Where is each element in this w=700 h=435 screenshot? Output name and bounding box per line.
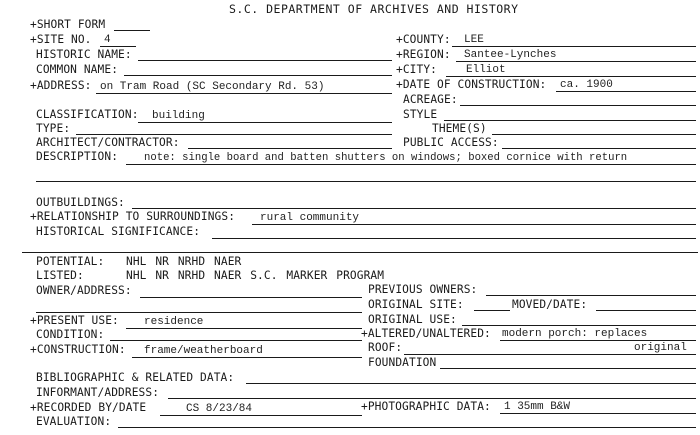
region-line bbox=[456, 61, 696, 62]
bibliographic-line bbox=[246, 383, 696, 384]
photographic-data-line bbox=[500, 413, 696, 414]
description-label: DESCRIPTION: bbox=[36, 150, 119, 163]
owner-address-label: OWNER/ADDRESS: bbox=[36, 284, 132, 297]
county-label: +COUNTY: bbox=[396, 33, 451, 46]
roof-value: original bbox=[634, 342, 687, 354]
historic-name-line bbox=[138, 60, 392, 61]
section-divider bbox=[22, 252, 698, 253]
relationship-value: rural community bbox=[260, 212, 360, 224]
present-use-line bbox=[126, 328, 362, 329]
relationship-label: +RELATIONSHIP TO SURROUNDINGS: bbox=[30, 210, 236, 223]
previous-owners-line bbox=[486, 295, 696, 296]
region-value: Santee-Lynches bbox=[464, 49, 557, 61]
owner-address-line bbox=[140, 297, 362, 298]
short-form-line bbox=[114, 30, 150, 31]
description-value: note: single board and batten shutters on windows; boxed cornice with return bbox=[144, 152, 628, 164]
type-line bbox=[76, 134, 392, 135]
construction-value: frame/weatherboard bbox=[144, 345, 263, 357]
potential-options: NHL NR NRHD NAER bbox=[126, 255, 242, 268]
county-value: LEE bbox=[464, 34, 484, 46]
city-line bbox=[446, 76, 696, 77]
acreage-line bbox=[460, 105, 696, 106]
recorded-by-line bbox=[160, 415, 362, 416]
description-line bbox=[126, 164, 696, 165]
bibliographic-label: BIBLIOGRAPHIC & RELATED DATA: bbox=[36, 371, 235, 384]
altered-unaltered-label: +ALTERED/UNALTERED: bbox=[361, 327, 491, 340]
architect-line bbox=[188, 148, 392, 149]
date-of-construction-value: ca. 1900 bbox=[560, 79, 613, 91]
date-of-construction-line bbox=[556, 91, 696, 92]
theme-label: THEME(S) bbox=[432, 122, 487, 135]
outbuildings-line bbox=[132, 208, 696, 209]
listed-label: LISTED: bbox=[36, 269, 84, 282]
city-label: +CITY: bbox=[396, 63, 438, 76]
altered-unaltered-value: modern porch: replaces bbox=[502, 328, 648, 340]
historic-name-label: HISTORIC NAME: bbox=[36, 48, 132, 61]
style-label: STYLE bbox=[403, 108, 438, 121]
theme-line bbox=[492, 134, 696, 135]
classification-line bbox=[138, 122, 392, 123]
address-value: on Tram Road (SC Secondary Rd. 53) bbox=[100, 81, 325, 93]
county-line bbox=[452, 46, 696, 47]
form-title: S.C. DEPARTMENT OF ARCHIVES AND HISTORY bbox=[229, 2, 519, 16]
historical-significance-label: HISTORICAL SIGNIFICANCE: bbox=[36, 225, 201, 238]
altered-unaltered-line bbox=[500, 340, 696, 341]
acreage-label: ACREAGE: bbox=[403, 93, 458, 106]
short-form-label: +SHORT FORM bbox=[30, 18, 106, 31]
construction-line bbox=[132, 357, 362, 358]
address-line bbox=[96, 93, 392, 94]
foundation-line bbox=[440, 368, 696, 369]
photographic-data-value: 1 35mm B&W bbox=[504, 401, 571, 413]
informant-address-label: INFORMANT/ADDRESS: bbox=[36, 386, 160, 399]
public-access-line bbox=[502, 148, 696, 149]
recorded-by-value: CS 8/23/84 bbox=[186, 403, 253, 415]
site-no-value: 4 bbox=[104, 34, 111, 46]
type-label: TYPE: bbox=[36, 122, 71, 135]
present-use-value: residence bbox=[144, 316, 204, 328]
owner-address-line-2 bbox=[36, 312, 362, 313]
region-label: +REGION: bbox=[396, 48, 451, 61]
moved-date-line bbox=[596, 310, 696, 311]
public-access-label: PUBLIC ACCESS: bbox=[403, 136, 499, 149]
original-use-line bbox=[462, 325, 696, 326]
relationship-line bbox=[252, 224, 696, 225]
photographic-data-label: +PHOTOGRAPHIC DATA: bbox=[361, 400, 491, 413]
historical-significance-line bbox=[212, 238, 696, 239]
previous-owners-label: PREVIOUS OWNERS: bbox=[368, 283, 478, 296]
common-name-label: COMMON NAME: bbox=[36, 63, 119, 76]
site-no-line bbox=[100, 46, 136, 47]
construction-label: +CONSTRUCTION: bbox=[30, 343, 126, 356]
informant-address-line bbox=[168, 398, 696, 399]
classification-value: building bbox=[152, 110, 205, 122]
recorded-by-label: +RECORDED BY/DATE bbox=[30, 401, 147, 414]
original-use-label: ORIGINAL USE: bbox=[368, 313, 457, 326]
architect-label: ARCHITECT/CONTRACTOR: bbox=[36, 136, 180, 149]
address-label: +ADDRESS: bbox=[30, 79, 92, 92]
condition-line bbox=[110, 340, 362, 341]
outbuildings-label: OUTBUILDINGS: bbox=[36, 196, 125, 209]
site-no-label: +SITE NO. bbox=[30, 33, 92, 46]
foundation-label: FOUNDATION bbox=[368, 356, 437, 369]
original-site-label: ORIGINAL SITE: bbox=[368, 298, 464, 311]
potential-label: POTENTIAL: bbox=[36, 255, 105, 268]
original-site-line bbox=[474, 310, 510, 311]
present-use-label: +PRESENT USE: bbox=[30, 314, 119, 327]
roof-label: ROOF: bbox=[368, 341, 403, 354]
evaluation-label: EVALUATION: bbox=[36, 415, 112, 428]
moved-date-label: MOVED/DATE: bbox=[512, 298, 588, 311]
evaluation-line bbox=[118, 427, 696, 428]
date-of-construction-label: +DATE OF CONSTRUCTION: bbox=[396, 78, 547, 91]
city-value: Elliot bbox=[466, 64, 506, 76]
common-name-line bbox=[124, 75, 392, 76]
roof-line bbox=[404, 354, 696, 355]
description-line-2 bbox=[36, 181, 696, 182]
condition-label: CONDITION: bbox=[36, 328, 105, 341]
style-line bbox=[444, 120, 696, 121]
listed-options: NHL NR NRHD NAER S.C. MARKER PROGRAM bbox=[126, 269, 385, 282]
classification-label: CLASSIFICATION: bbox=[36, 108, 139, 121]
